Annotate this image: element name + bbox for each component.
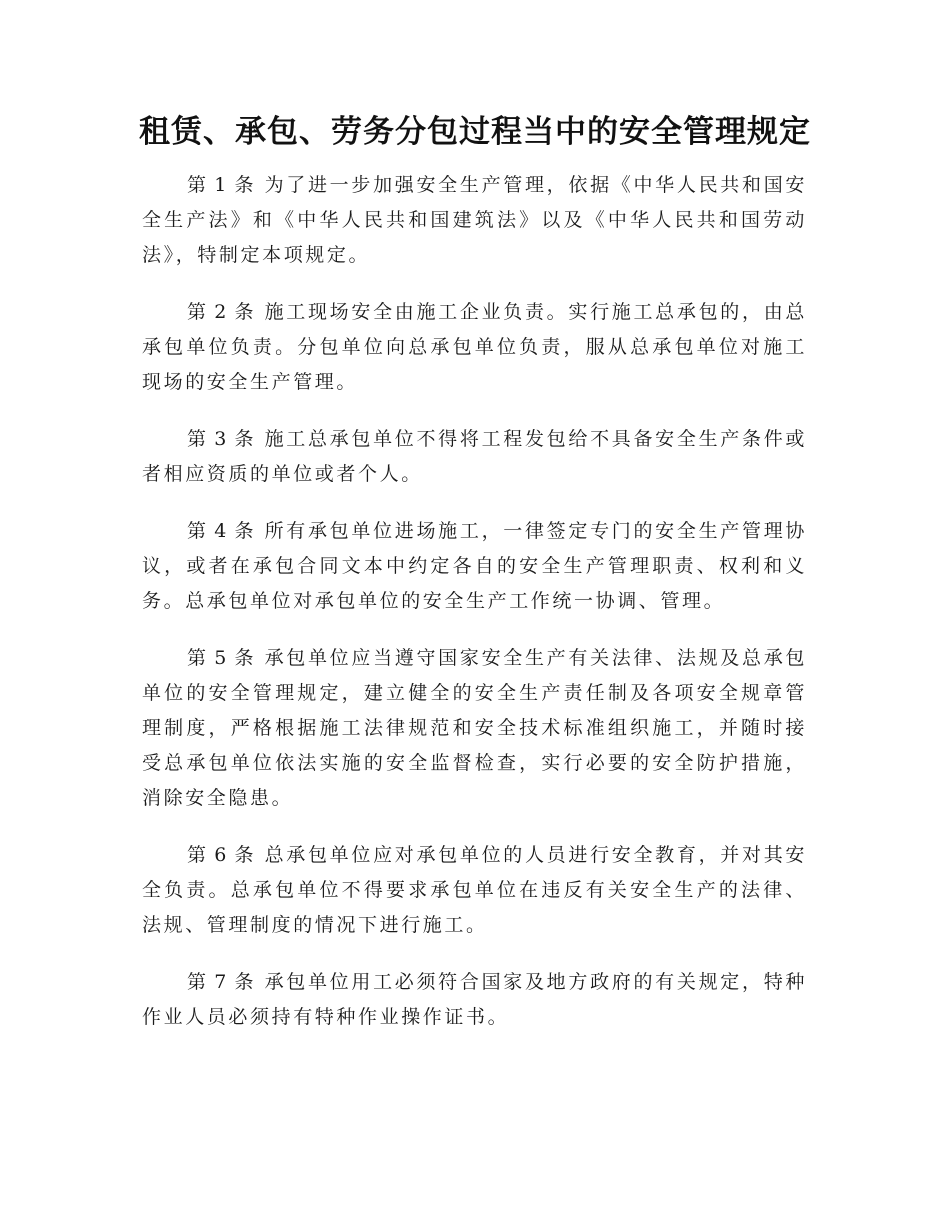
article-text: 承包单位应当遵守国家安全生产有关法律、法规及总承包单位的安全管理规定，建立健全的安全生产责任制及各项安全规章管理制度，严格根据施工法律规范和安全技术标准组织施工，并随时接受总承包单位依法实施的安全监督检查，实行必要的安全防护措施，消除安全隐患。 (142, 647, 807, 809)
document-body (142, 168, 807, 1057)
article-label: 第 5 条 (187, 647, 255, 669)
article-3 (142, 422, 807, 492)
article-label: 第 1 条 (187, 174, 255, 196)
article-2 (142, 295, 807, 400)
article-text: 为了进一步加强安全生产管理，依据《中华人民共和国安全生产法》和《中华人民共和国建筑法》以及《中华人民共和国劳动法》，特制定本项规定。 (142, 174, 807, 266)
article-label: 第 7 条 (187, 971, 255, 993)
article-1 (142, 168, 807, 273)
article-text: 总承包单位应对承包单位的人员进行安全教育，并对其安全负责。总承包单位不得要求承包单位在违反有关安全生产的法律、法规、管理制度的情况下进行施工。 (142, 844, 807, 936)
article-5 (142, 641, 807, 816)
article-label: 第 2 条 (187, 301, 255, 323)
article-text: 承包单位用工必须符合国家及地方政府的有关规定，特种作业人员必须持有特种作业操作证书。 (142, 971, 807, 1028)
article-4 (142, 514, 807, 619)
article-6 (142, 838, 807, 943)
article-label: 第 6 条 (187, 844, 255, 866)
article-label: 第 3 条 (187, 428, 255, 450)
article-label: 第 4 条 (187, 520, 255, 542)
article-text: 所有承包单位进场施工，一律签定专门的安全生产管理协议，或者在承包合同文本中约定各自的安全生产管理职责、权利和义务。总承包单位对承包单位的安全生产工作统一协调、管理。 (142, 520, 807, 612)
article-text: 施工现场安全由施工企业负责。实行施工总承包的，由总承包单位负责。分包单位向总承包单位负责，服从总承包单位对施工现场的安全生产管理。 (142, 301, 807, 393)
document-title: 租赁、承包、劳务分包过程当中的安全管理规定 (139, 114, 811, 150)
article-text: 施工总承包单位不得将工程发包给不具备安全生产条件或者相应资质的单位或者个人。 (142, 428, 807, 485)
article-7 (142, 965, 807, 1035)
